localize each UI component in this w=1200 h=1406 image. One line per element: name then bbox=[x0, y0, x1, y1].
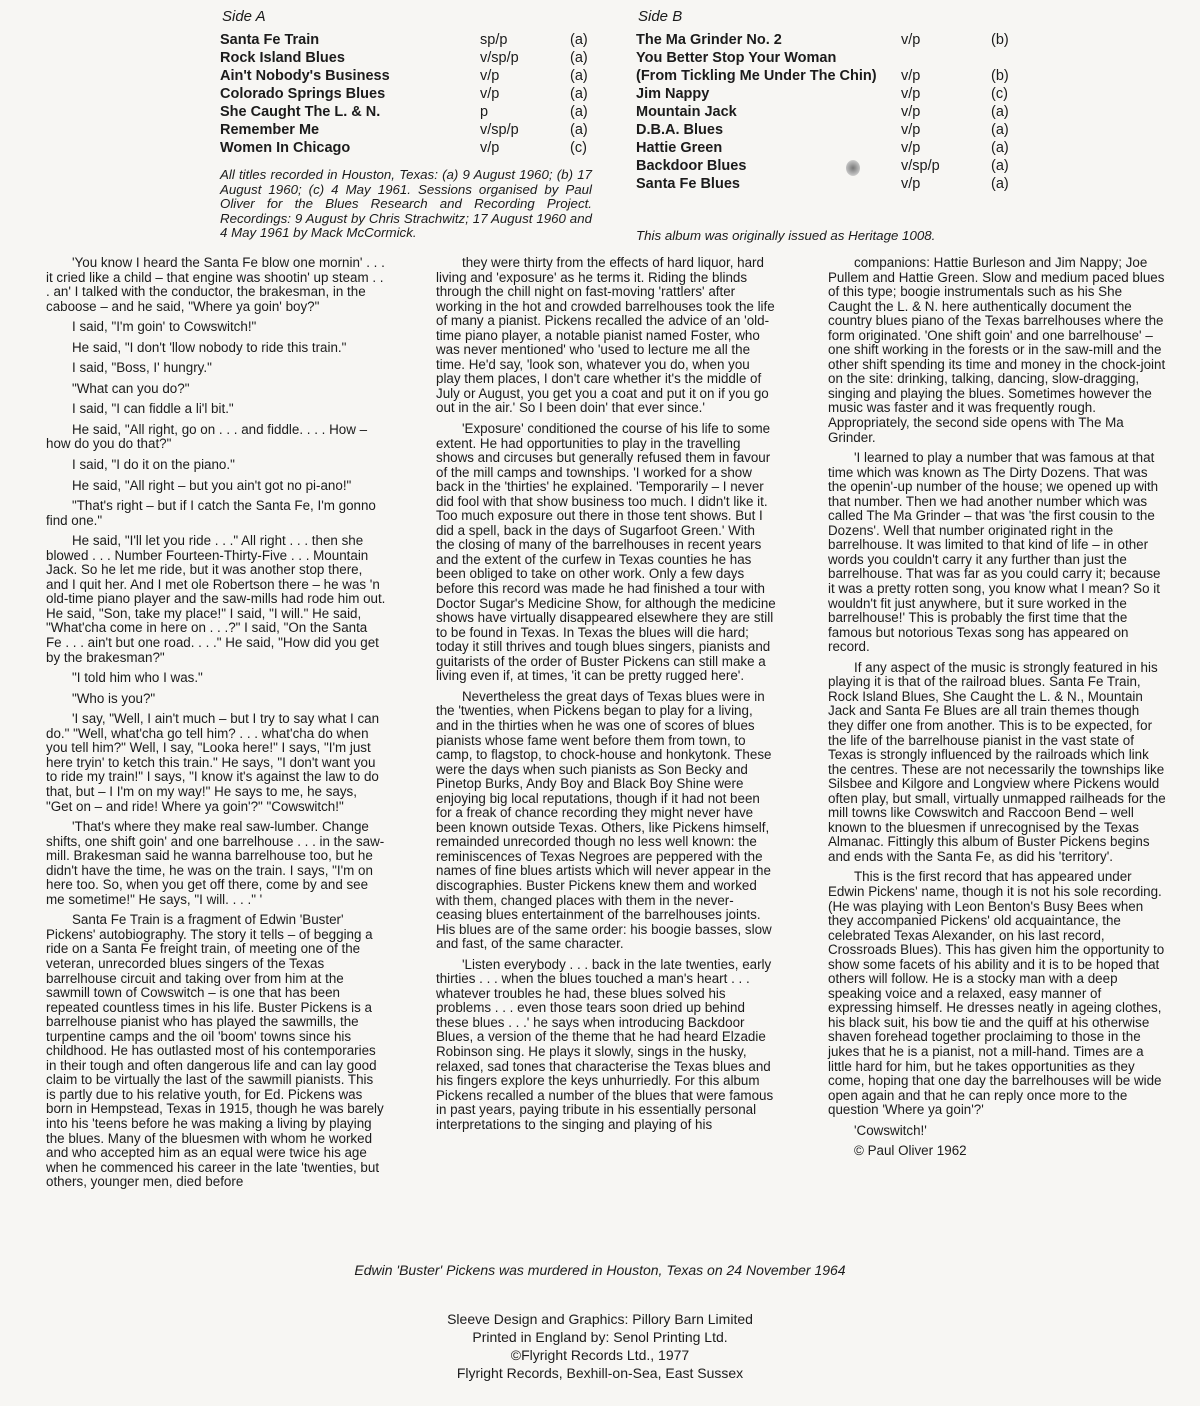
track-title: Women In Chicago bbox=[220, 140, 351, 156]
track-row bbox=[636, 103, 1036, 121]
paragraph: 'You know I heard the Santa Fe blow one mornin' . . . it cried like a child – that engine was shootin' up steam . . . an' I talked with the conductor, the brakesman, in the caboose – and he said, "Where ya goin' boy?" bbox=[46, 255, 385, 314]
track-session: (b) bbox=[991, 32, 1009, 48]
track-instrumentation: v/p bbox=[480, 86, 500, 102]
paragraph: 'I say, "Well, I ain't much – but I try to say what I can do." "Well, what'cha go tell him? . . . what'cha do when you tell him?" Well, I say, "Looka here!" I says, "I'm just here tryin' to ketch this train." He says, "I don't want you to ride my train!" I says, "I know it's against the law to do that, but – I I'm on my way!" He says to me, he says, "Get on – and ride! Where ya goin'?" "Cowswitch!" bbox=[46, 711, 380, 814]
paragraph: "I told him who I was." bbox=[72, 670, 203, 686]
memorial-note: Edwin 'Buster' Pickens was murdered in Houston, Texas on 24 November 1964 bbox=[354, 1262, 846, 1278]
paragraph: If any aspect of the music is strongly featured in his playing it is that of the railroad blues. Santa Fe Train, Rock Island Blues, She Caught the L. & N., Mountain Jack and Santa Fe Blues are all train themes though they differ one from another. This is to be expected, for the life of the barrelhouse pianist in the vast state of Texas is strongly influenced by the railroads which link the centres. These are not necessarily the townships like Silsbee and Kilgore and Longview where Pickens would often play, but small, virtually unmapped railheads for the mill towns like Cowswitch and Raccoon Bend – well known to the bluesmen if unrecognised by the Texas Almanac. Fittingly this album of Buster Pickens begins and ends with the Santa Fe, as did his 'territory'. bbox=[828, 659, 1166, 864]
footer-line: ©Flyright Records Ltd., 1977 bbox=[510, 1347, 690, 1363]
track-session bbox=[991, 49, 1021, 67]
paragraph: He said, "All right – but you ain't got no pi-ano!" bbox=[72, 477, 352, 493]
track-row bbox=[636, 121, 1036, 139]
track-title: Remember Me bbox=[220, 122, 320, 138]
paragraph: I said, "I'm goin' to Cowswitch!" bbox=[72, 319, 257, 335]
track-row bbox=[220, 49, 600, 67]
paragraph: I said, "Boss, I' hungry." bbox=[72, 360, 212, 376]
track-session: (a) bbox=[991, 158, 1009, 174]
side-a-title: Side A bbox=[222, 8, 266, 25]
track-row bbox=[636, 157, 1036, 175]
track-session: (a) bbox=[570, 32, 588, 48]
track-instrumentation: v/p bbox=[480, 68, 500, 84]
track-instrumentation: sp/p bbox=[480, 32, 508, 48]
track-instrumentation: v/p bbox=[901, 68, 921, 84]
track-session: (a) bbox=[570, 104, 588, 120]
paragraph: Nevertheless the great days of Texas blues were in the 'twenties, when Pickens began to play for a living, and in the thirties when he was one of scores of blues pianists whose fame went before them from town, to camp, to flagstop, to chock-house and honkytonk. These were the days when such pianists as Son Becky and Pinetop Burks, Andy Boy and Black Boy Shine were enjoying big local reputations, though if it had not been for a freak of chance recording they might never have been known outside Texas. Others, like Pickens himself, remainded unrecorded though no less well known: the reminiscences of Texas Negroes are peppered with the names of fine blues artists which will never appear in the discographies. Buster Pickens knew them and worked with them, changed places with them in the never-ceasing blues entertainment of the barrelhouses joints. His blues are of the same order: his boogie basses, slow and fast, of the same character. bbox=[436, 688, 772, 952]
track-session: (c) bbox=[991, 86, 1008, 102]
track-row bbox=[220, 31, 600, 49]
track-row bbox=[636, 31, 1036, 49]
track-title: Rock Island Blues bbox=[220, 50, 345, 66]
track-instrumentation: v/p bbox=[901, 104, 921, 120]
track-row bbox=[220, 67, 600, 85]
track-session: (a) bbox=[991, 104, 1009, 120]
paragraph: 'Cowswitch!' bbox=[854, 1122, 927, 1138]
track-instrumentation: v/p bbox=[901, 176, 921, 192]
track-title: (From Tickling Me Under The Chin) bbox=[636, 68, 877, 84]
paragraph: This is the first record that has appeared under Edwin Pickens' name, though it is not his sole recording. (He was playing with Leon Benton's Busy Bees when they accompanied Pickens' old acquaintance, the celebrated Texas Alexander, on his last record, Crossroads Blues). This has given him the opportunity to show some facets of his ability and it is to be hoped that others will follow. He is a stocky man with a deep speaking voice and a relaxed, easy manner of expressing himself. He dresses neatly in ageing clothes, his black suit, his bow tie and the quiff at his otherwise shaven forehead together proclaiming to those in the jukes that he is a pianist, not a mill-hand. Times are a little hard for him, but he takes opportunities as they come, hoping that one day the barrelhouses will be wide open again and that he can reply once more to the question 'Where ya goin'?' bbox=[828, 869, 1165, 1118]
track-row bbox=[636, 67, 1036, 85]
recording-note: All titles recorded in Houston, Texas: (a) 9 August 1960; (b) 17 August 1960; (c) 4 May 1961. Sessions organised by Paul Oliver for the Blues Research and Recording Project. Recordings: 9 August by Chris Strachwitz; 17 August 1960 and 4 May 1961 by Mack McCormick. bbox=[220, 167, 592, 240]
paragraph: "What can you do?" bbox=[72, 380, 190, 396]
track-row bbox=[220, 103, 600, 121]
footer-line: Printed in England by: Senol Printing Ltd. bbox=[472, 1329, 728, 1345]
track-row bbox=[636, 175, 1036, 193]
paragraph: 'Exposure' conditioned the course of his life to some extent. He had opportunities to play in the travelling shows and circuses but generally refused them in favour of the mill camps and townships. 'I worked for a show back in the 'thirties' he explained. 'Temporarily – I never did fool with that show business too much. I didn't like it. Too much exposure out there in those tent shows. But I did a spell, back in the days of Sugarfoot Green.' With the closing of many of the barrelhouses in recent years and the extent of the curfew in Texas counties he has been obliged to take on other work. Only a few days before this record was made he had finished a tour with Doctor Sugar's Medicine Show, for although the medicine shows have virtually disappeared elsewhere they are still to be found in Texas. In Texas the blues will die hard; today it still thrives and tough blues singers, pianists and guitarists of the order of Buster Pickens can still make a living even if, at times, 'it can be pretty rugged here'. bbox=[436, 421, 776, 684]
track-title: You Better Stop Your Woman bbox=[636, 50, 837, 66]
track-instrumentation: v/p bbox=[901, 140, 921, 156]
track-session: (a) bbox=[991, 122, 1009, 138]
paragraph: I said, "I can fiddle a li'l bit." bbox=[72, 401, 234, 417]
track-title: Backdoor Blues bbox=[636, 158, 747, 174]
track-instrumentation: v/p bbox=[901, 122, 921, 138]
track-title: Santa Fe Train bbox=[220, 32, 320, 48]
track-session: (a) bbox=[570, 86, 588, 102]
paragraph: they were thirty from the effects of hard liquor, hard living and 'exposure' as he terms it. Riding the blinds through the chill night on fast-moving 'rattlers' after working in the hot and crowded barrelhouses took the life of many a pianist. Pickens recalled the advice of an 'old-time piano player, a notable pianist named Foster, who was never mentioned' who 'used to lecture me all the time. He'd say, 'look son, whatever you do, when you play them places, I don't care whether it's the middle of July or August, you get you a coat and put it on if you go out in the air.' So I been doin' that ever since.' bbox=[436, 255, 775, 416]
paragraph: He said, "All right, go on . . . and fiddle. . . . How – how do you do that?" bbox=[46, 421, 368, 452]
track-title: Ain't Nobody's Business bbox=[220, 68, 390, 84]
paragraph: Santa Fe Train is a fragment of Edwin 'Buster' Pickens' autobiography. The story it tells – of begging a ride on a Santa Fe freight train, of meeting one of the veteran, unrecorded blues singers of the Texas barrelhouse circuit and taking over from him at the sawmill town of Cowswitch – is one that has been repeated countless times in his life. Buster Pickens is a barrelhouse pianist who has played the sawmills, the turpentine camps and the oil 'boom' towns since his childhood. He has outlasted most of his contemporaries in their tough and often dangerous life and can lay good claim to be virtually the last of the sawmill pianists. This is partly due to his relative youth, for Ed. Pickens was born in Hempstead, Texas in 1915, though he was barely into his 'teens before he was making a living by playing the blues. Many of the bluesmen with whom he worked and who accepted him as an equal were twice his age when he commenced his career in the late 'twenties, but others, younger men, died before bbox=[46, 912, 384, 1190]
track-session: (a) bbox=[991, 176, 1009, 192]
track-row bbox=[220, 139, 600, 157]
print-smudge bbox=[846, 160, 860, 176]
paragraph: © Paul Oliver 1962 bbox=[854, 1143, 967, 1159]
paragraph: I said, "I do it on the piano." bbox=[72, 457, 235, 473]
side-b-tracklist bbox=[636, 8, 1036, 193]
liner-notes-column-3 bbox=[828, 256, 1168, 1165]
track-title: The Ma Grinder No. 2 bbox=[636, 32, 782, 48]
track-instrumentation: v/p bbox=[901, 86, 921, 102]
liner-notes-column-2 bbox=[436, 256, 776, 1138]
original-issue-note: This album was originally issued as Heritage 1008. bbox=[636, 228, 936, 243]
track-instrumentation: v/sp/p bbox=[480, 122, 519, 138]
side-b-title: Side B bbox=[638, 8, 683, 25]
paragraph: He said, "I don't 'llow nobody to ride this train." bbox=[72, 339, 347, 355]
track-instrumentation: v/sp/p bbox=[480, 50, 519, 66]
paragraph: He said, "I'll let you ride . . ." All right . . . then she blowed . . . Number Fourteen-Thirty-Five . . . Mountain Jack. So he let me ride, but it was another stop there, and I quit her. And I met ole Robertson there – he was 'n old-time piano player and the saw-mills had rode him out. He said, "Son, take my place!" I said, "I will." He said, "What'cha come in here on . . .?" I said, "On the Santa Fe . . . ain't but one road. . . ." He said, "How did you get by the brakesman?" bbox=[46, 533, 386, 665]
track-session: (a) bbox=[570, 50, 588, 66]
track-row bbox=[636, 85, 1036, 103]
track-row bbox=[636, 49, 1036, 67]
footer-line: Sleeve Design and Graphics: Pillory Barn Limited bbox=[447, 1311, 753, 1327]
track-session: (a) bbox=[991, 140, 1009, 156]
paragraph: 'That's where they make real saw-lumber. Change shifts, one shift goin' and one barrelhouse . . . in the saw-mill. Brakesman said he wanna barrelhouse too, but he didn't have the time, he was on the train. I says, "I'm on here too. So, when you get off there, come by and see me sometime!" He says, "I will. . . ." ' bbox=[46, 819, 385, 907]
paragraph: 'I learned to play a number that was famous at that time which was known as The Dirty Dozens. That was the openin'-up number of the house; we opened up with that number. Then we had another number which was called The Ma Grinder – that was 'the first cousin to the Dozens'. Well that number originated right in the barrelhouse. It was limited to that kind of life – in other words you couldn't carry it any further than just the barrelhouse. That was far as you could carry it; because it was a pretty rotten song, you know what I mean? So it wouldn't fit just anywhere, but it sure worked in the barrelhouse!' This is probably the first time that the famous but notorious Texas song has appeared on record. bbox=[828, 450, 1161, 655]
track-row bbox=[220, 121, 600, 139]
track-row bbox=[220, 85, 600, 103]
track-row bbox=[636, 139, 1036, 157]
footer-credits bbox=[0, 1310, 1200, 1382]
liner-notes-column-1 bbox=[46, 256, 386, 1196]
track-session: (b) bbox=[991, 68, 1009, 84]
side-a-tracklist bbox=[220, 8, 600, 157]
track-title: Hattie Green bbox=[636, 140, 723, 156]
paragraph: 'Listen everybody . . . back in the late twenties, early thirties . . . when the blues touched a man's heart . . . whatever troubles he had, these blues solved his problems . . . even those tears soon dried up behind these blues . . .' he says when introducing Backdoor Blues, a version of the theme that he had heard Elzadie Robinson sing. He plays it slowly, sings in the husky, relaxed, sad tones that characterise the Texas blues and his fingers explore the keys unhurriedly. For this album Pickens recalled a number of the blues that were famous in past years, paying tribute in his essentially personal interpretations to the singing and playing of his bbox=[436, 956, 774, 1132]
track-title: Santa Fe Blues bbox=[636, 176, 740, 192]
track-instrumentation: v/sp/p bbox=[901, 158, 940, 174]
track-session: (c) bbox=[570, 140, 587, 156]
track-session: (a) bbox=[570, 122, 588, 138]
footer-line: Flyright Records, Bexhill-on-Sea, East Sussex bbox=[456, 1365, 744, 1381]
track-instrumentation: p bbox=[480, 104, 489, 120]
track-session: (a) bbox=[570, 68, 588, 84]
track-title: Colorado Springs Blues bbox=[220, 86, 386, 102]
track-title: Mountain Jack bbox=[636, 104, 737, 120]
track-instrumentation bbox=[901, 49, 991, 67]
track-title: D.B.A. Blues bbox=[636, 122, 724, 138]
track-title: Jim Nappy bbox=[636, 86, 710, 102]
track-title: She Caught The L. & N. bbox=[220, 104, 381, 120]
track-instrumentation: v/p bbox=[901, 32, 921, 48]
track-instrumentation: v/p bbox=[480, 140, 500, 156]
paragraph: companions: Hattie Burleson and Jim Nappy; Joe Pullem and Hattie Green. Slow and medium paced blues of this type; boogie instrumentals such as his She Caught the L. & N. here authentically document the country blues piano of the Texas barrelhouses where the form originated. 'One shift goin' and one barrelhouse' – one shift working in the forests or in the saw-mill and the other shift spending its time and money in the chock-joint on the site: drinking, talking, dancing, slow-dragging, singing and playing the blues. Sometimes however the music was faster and it was frequently rough. Appropriately, the second side opens with The Ma Grinder. bbox=[828, 255, 1166, 445]
paragraph: "Who is you?" bbox=[72, 690, 156, 706]
paragraph: "That's right – but if I catch the Santa Fe, I'm gonno find one." bbox=[46, 498, 376, 528]
